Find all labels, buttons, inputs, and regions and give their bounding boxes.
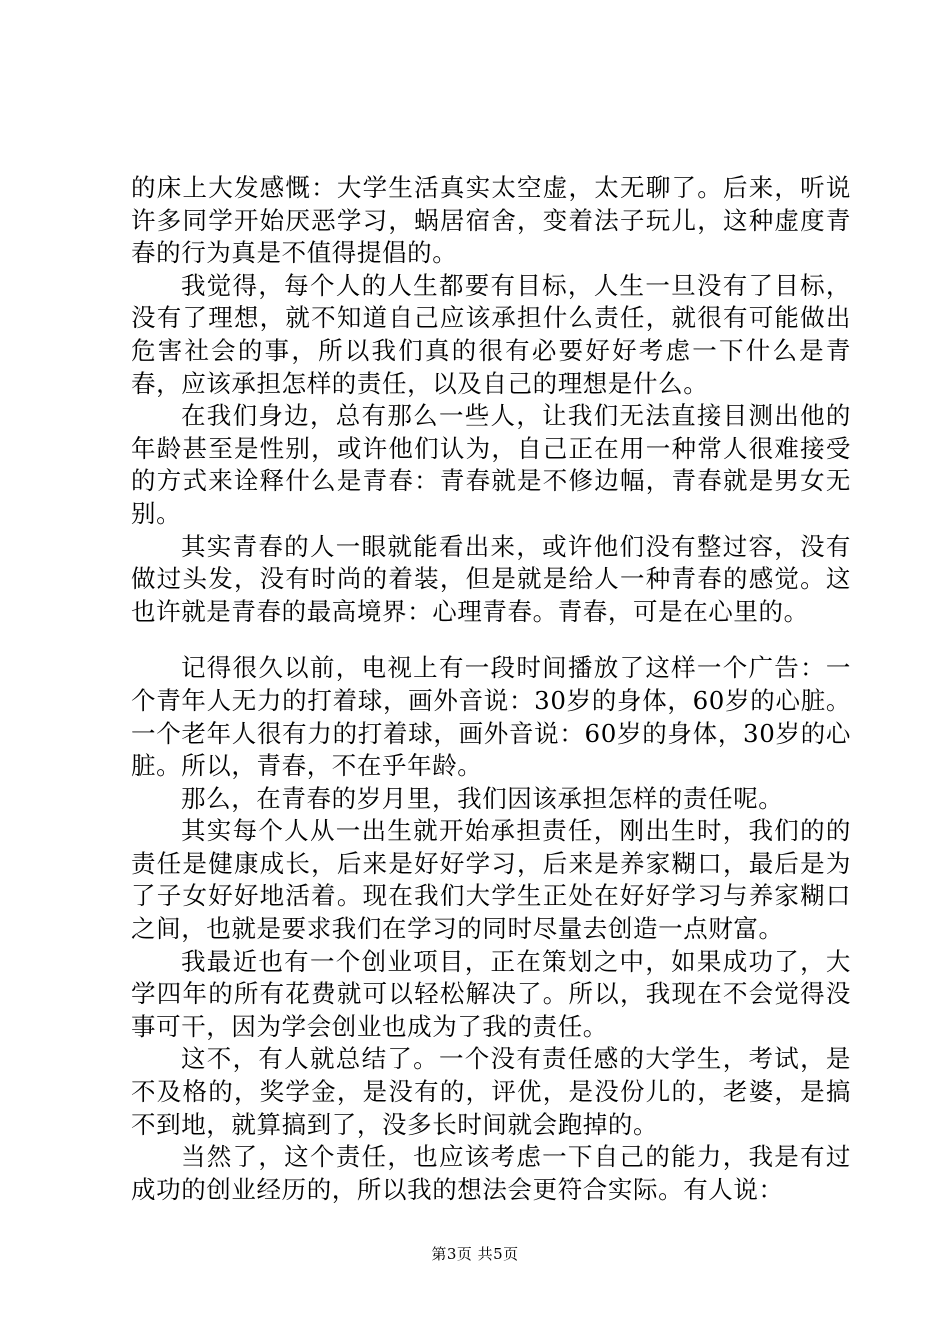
paragraph-6: 那么，在青春的岁月里，我们因该承担怎样的责任呢。 <box>181 783 784 813</box>
document-body <box>131 172 851 1206</box>
paragraph-8: 我最近也有一个创业项目，正在策划之中，如果成功了，大学四年的所有花费就可以轻松解决了。所以，我现在不会觉得没事可干，因为学会创业也成为了我的责任。 <box>131 946 851 1041</box>
paragraph-7: 其实每个人从一出生就开始承担责任，刚出生时，我们的的责任是健康成长，后来是好好学习，后来是养家糊口，最后是为了子女好好地活着。现在我们大学生正处在好好学习与养家糊口之间，也就是要求我们在学习的同时尽量去创造一点财富。 <box>131 816 851 944</box>
paragraph-2: 我觉得，每个人的人生都要有目标，人生一旦没有了目标，没有了理想，就不知道自己应该承担什么责任，就很有可能做出危害社会的事，所以我们真的很有必要好好考虑一下什么是青春，应该承担怎样的责任，以及自己的理想是什么。 <box>131 270 851 398</box>
paragraph-4: 其实青春的人一眼就能看出来，或许他们没有整过容，没有做过头发，没有时尚的着装，但是就是给人一种青春的感觉。这也许就是青春的最高境界：心理青春。青春，可是在心里的。 <box>131 531 851 626</box>
paragraph-1: 的床上大发感慨：大学生活真实太空虚，太无聊了。后来，听说许多同学开始厌恶学习，蜗居宿舍，变着法子玩儿，这种虚度青春的行为真是不值得提倡的。 <box>131 173 851 268</box>
page-footer: 第3页 共5页 <box>431 1245 519 1263</box>
paragraph-10: 当然了，这个责任，也应该考虑一下自己的能力，我是有过成功的创业经历的，所以我的想法会更符合实际。有人说： <box>131 1142 851 1204</box>
paragraph-3: 在我们身边，总有那么一些人，让我们无法直接目测出他的年龄甚至是性别，或许他们认为，自己正在用一种常人很难接受的方式来诠释什么是青春：青春就是不修边幅，青春就是男女无别。 <box>131 401 851 528</box>
paragraph-9: 这不，有人就总结了。一个没有责任感的大学生，考试，是不及格的，奖学金，是没有的，评优，是没份儿的，老婆，是搞不到地，就算搞到了，没多长时间就会跑掉的。 <box>131 1044 851 1139</box>
paragraph-5: 记得很久以前，电视上有一段时间播放了这样一个广告：一个青年人无力的打着球，画外音说：30岁的身体，60岁的心脏。一个老年人很有力的打着球，画外音说：60岁的身体，30岁的心脏。所以，青春，不在乎年龄。 <box>131 653 851 781</box>
